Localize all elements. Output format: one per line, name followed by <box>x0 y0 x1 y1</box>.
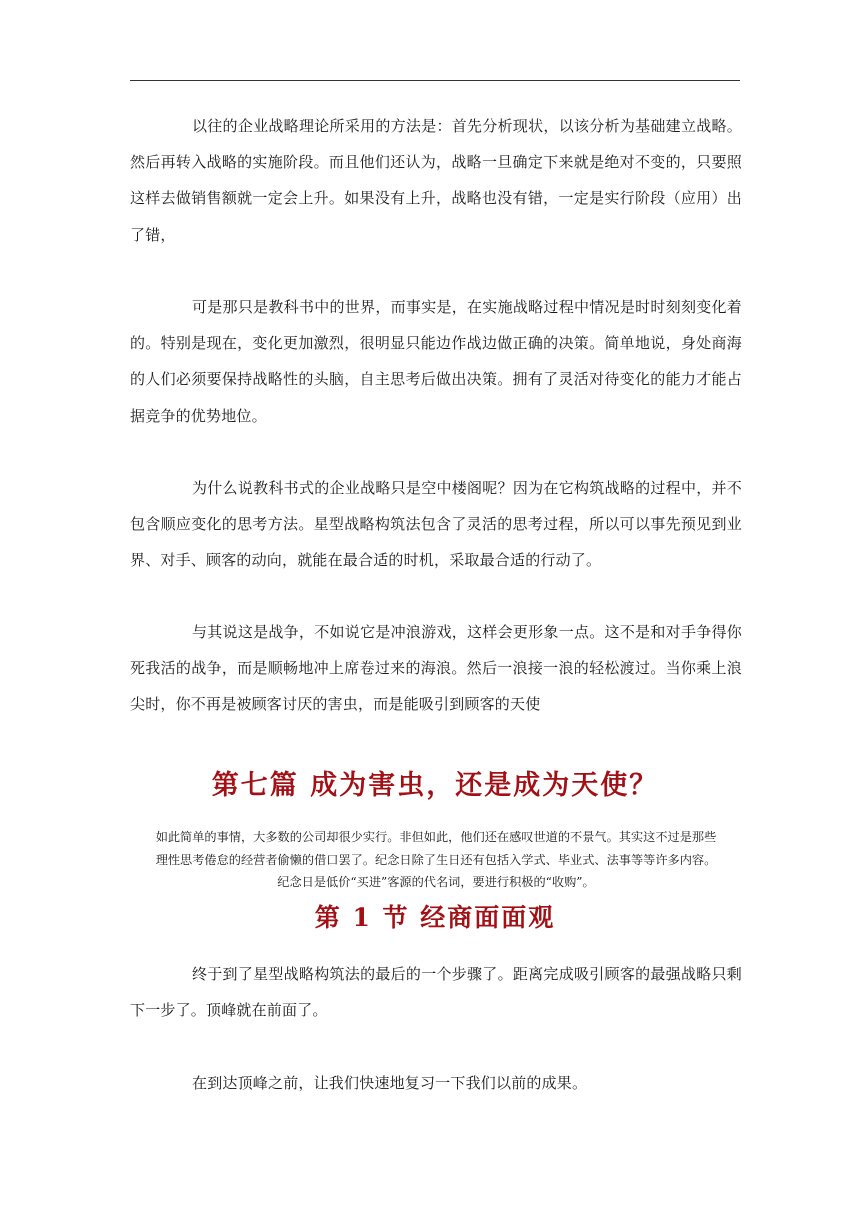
paragraph-surfing: 与其说这是战争，不如说它是冲浪游戏，这样会更形象一点。这不是和对手争得你死我活的战争，而是顺畅地冲上席卷过来的海浪。然后一浪接一浪的轻松渡过。当你乘上浪尖时，你不再是被顾客讨厌的害虫，而是能吸引到顾客的天使 <box>130 623 742 714</box>
chapter-intro-line: 纪念日是低价“买进”客源的代名词，要进行积极的“收购”。 <box>277 875 595 889</box>
paragraph-castle-in-air: 为什么说教科书式的企业战略只是空中楼阁呢？因为在它构筑战略的过程中，并不包含顺应变化的思考方法。星型战略构筑法包含了灵活的思考过程，所以可以事先预见到业界、对手、顾客的动向，就能在最合适的时机，采取最合适的行动了。 <box>130 479 742 570</box>
chapter-intro-line: 理性思考倦怠的经营者偷懒的借口罢了。纪念日除了生日还有包括入学式、毕业式、法事等等许多内容。 <box>155 852 717 867</box>
chapter-title: 第七篇 成为害虫，还是成为天使？ <box>211 770 659 801</box>
paragraph-final-step: 终于到了星型战略构筑法的最后的一个步骤了。距离完成吸引顾客的最强战略只剩下一步了。顶峰就在前面了。 <box>130 965 742 1020</box>
chapter-intro-line: 如此简单的事情，大多数的公司却很少实行。非但如此，他们还在感叹世道的不景气。其实这不过是那些 <box>155 830 717 844</box>
chapter-intro <box>130 826 742 894</box>
paragraph-textbook-world: 可是那只是教科书中的世界，而事实是，在实施战略过程中情况是时时刻刻变化着的。特别是现在，变化更加激烈，很明显只能边作战边做正确的决策。简单地说，身处商海的人们必须要保持战略性的头脑，自主思考后做出决策。拥有了灵活对待变化的能力才能占据竞争的优势地位。 <box>130 298 742 425</box>
paragraph-strategy-theory: 以往的企业战略理论所采用的方法是：首先分析现状，以该分析为基础建立战略。然后再转入战略的实施阶段。而且他们还认为，战略一旦确定下来就是绝对不变的，只要照这样去做销售额就一定会上升。如果没有上升，战略也没有错，一定是实行阶段（应用）出了错， <box>130 117 742 244</box>
header-rule <box>130 80 740 81</box>
section-title: 第 1 节 经商面面观 <box>314 903 556 932</box>
paragraph-review: 在到达顶峰之前，让我们快速地复习一下我们以前的成果。 <box>192 1074 588 1092</box>
